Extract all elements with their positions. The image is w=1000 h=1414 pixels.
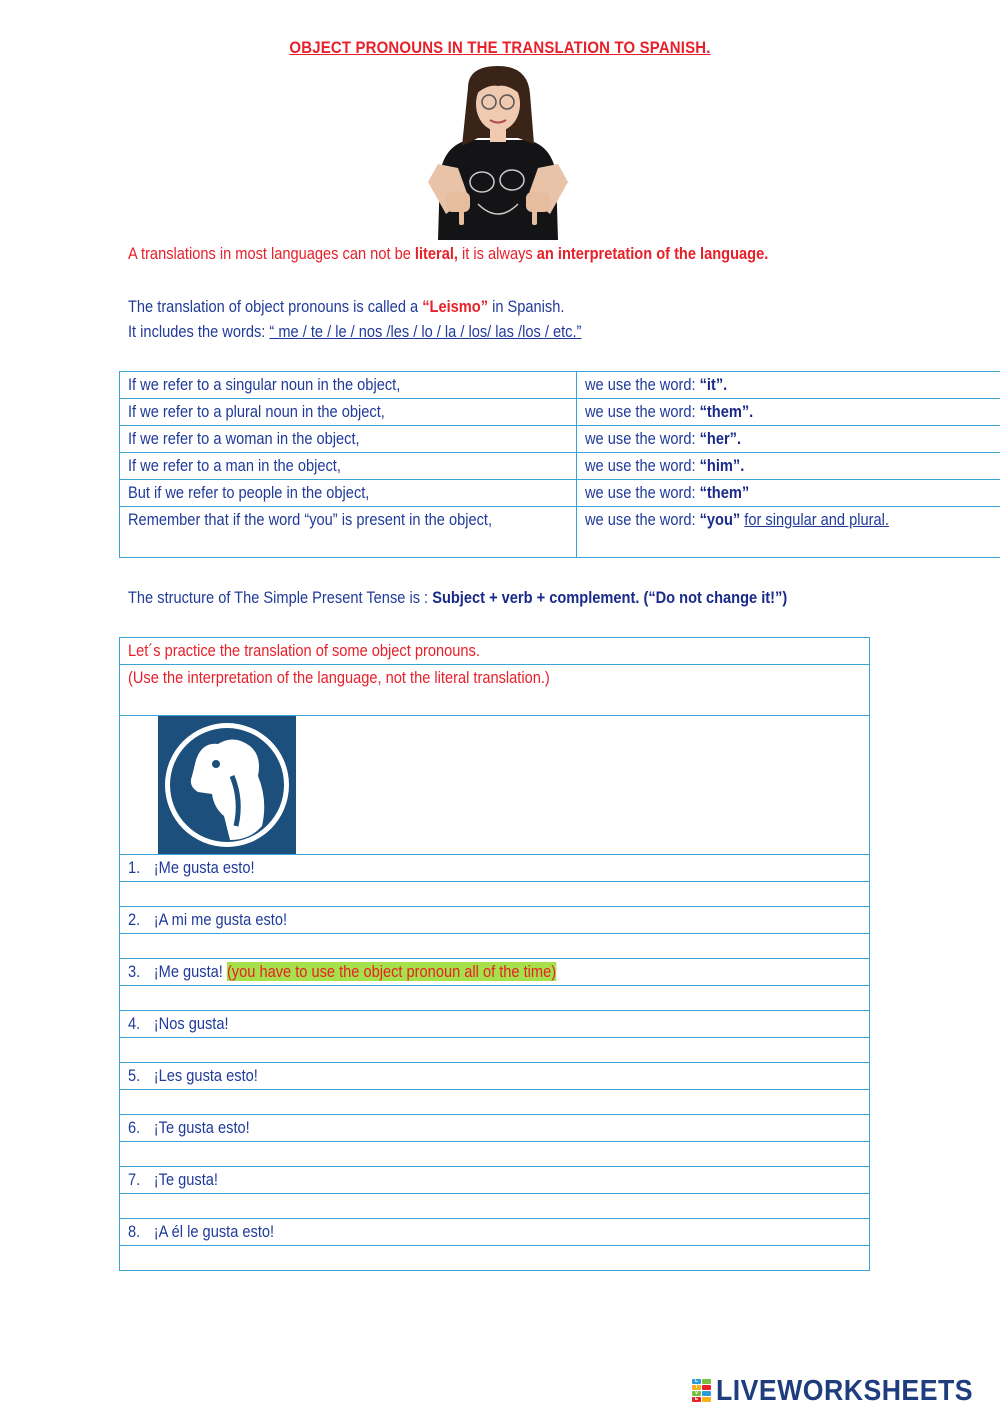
list-item: 8. ¡A él le gusta esto! bbox=[128, 1222, 275, 1241]
table-row bbox=[120, 453, 1000, 480]
leismo-line-2: It includes the words: “ me / te / le / nos /les / lo / la / los/ las /los / etc.” bbox=[128, 322, 582, 341]
rule-condition: If we refer to a singular noun in the object, bbox=[128, 375, 401, 394]
intro-text: A translations in most languages can not be literal, it is always an interpretation of the language. bbox=[128, 244, 769, 263]
rule-word: we use the word: “him”. bbox=[585, 456, 745, 475]
rule-condition: Remember that if the word “you” is present in the object, bbox=[128, 510, 493, 529]
rules-table bbox=[119, 371, 1000, 558]
rule-condition: If we refer to a man in the object, bbox=[128, 456, 341, 475]
rule-word: we use the word: “her”. bbox=[585, 429, 742, 448]
bear-logo-image bbox=[158, 716, 296, 854]
rule-word: we use the word: “you” for singular and plural. bbox=[585, 510, 889, 529]
rule-word: we use the word: “them” bbox=[585, 483, 750, 502]
highlighted-note: (you have to use the object pronoun all of the time) bbox=[226, 962, 557, 981]
list-item: 6. ¡Te gusta esto! bbox=[128, 1118, 250, 1137]
answer-field[interactable] bbox=[120, 1038, 870, 1063]
list-item: 2. ¡A mi me gusta esto! bbox=[128, 910, 288, 929]
practice-header: Let´s practice the translation of some object pronouns. bbox=[128, 641, 480, 660]
answer-field[interactable] bbox=[120, 1090, 870, 1115]
rule-condition: But if we refer to people in the object, bbox=[128, 483, 370, 502]
answer-field[interactable] bbox=[120, 1142, 870, 1167]
liveworksheets-mark-icon: L I V E bbox=[692, 1379, 712, 1403]
page-title: OBJECT PRONOUNS IN THE TRANSLATION TO SPANISH. bbox=[289, 38, 711, 57]
rule-word: we use the word: “them”. bbox=[585, 402, 754, 421]
list-item: 4. ¡Nos gusta! bbox=[128, 1014, 229, 1033]
liveworksheets-logo[interactable] bbox=[692, 1374, 995, 1407]
leismo-line-1: The translation of object pronouns is called a “Leismo” in Spanish. bbox=[128, 297, 565, 316]
list-item: 5. ¡Les gusta esto! bbox=[128, 1066, 258, 1085]
table-row bbox=[120, 399, 1000, 426]
list-item: 1. ¡Me gusta esto! bbox=[128, 858, 255, 877]
table-row bbox=[120, 480, 1000, 507]
answer-field[interactable] bbox=[120, 1194, 870, 1219]
answer-field[interactable] bbox=[120, 934, 870, 959]
practice-table bbox=[119, 637, 870, 1271]
rule-condition: If we refer to a woman in the object, bbox=[128, 429, 360, 448]
table-row bbox=[120, 507, 1000, 558]
rule-condition: If we refer to a plural noun in the object, bbox=[128, 402, 385, 421]
answer-field[interactable] bbox=[120, 986, 870, 1011]
list-item: 3. ¡Me gusta! (you have to use the object pronoun all of the time) bbox=[128, 962, 557, 981]
practice-instruction: (Use the interpretation of the language, not the literal translation.) bbox=[128, 668, 550, 687]
table-row bbox=[120, 426, 1000, 453]
structure-text: The structure of The Simple Present Tense is : Subject + verb + complement. (“Do not change it!”) bbox=[128, 588, 788, 607]
answer-field[interactable] bbox=[120, 1246, 870, 1271]
rule-word: we use the word: “it”. bbox=[585, 375, 728, 394]
list-item: 7. ¡Te gusta! bbox=[128, 1170, 219, 1189]
logo-text: LIVEWORKSHEETS bbox=[716, 1374, 973, 1407]
answer-field[interactable] bbox=[120, 882, 870, 907]
teacher-photo bbox=[418, 64, 578, 240]
table-row bbox=[120, 372, 1000, 399]
